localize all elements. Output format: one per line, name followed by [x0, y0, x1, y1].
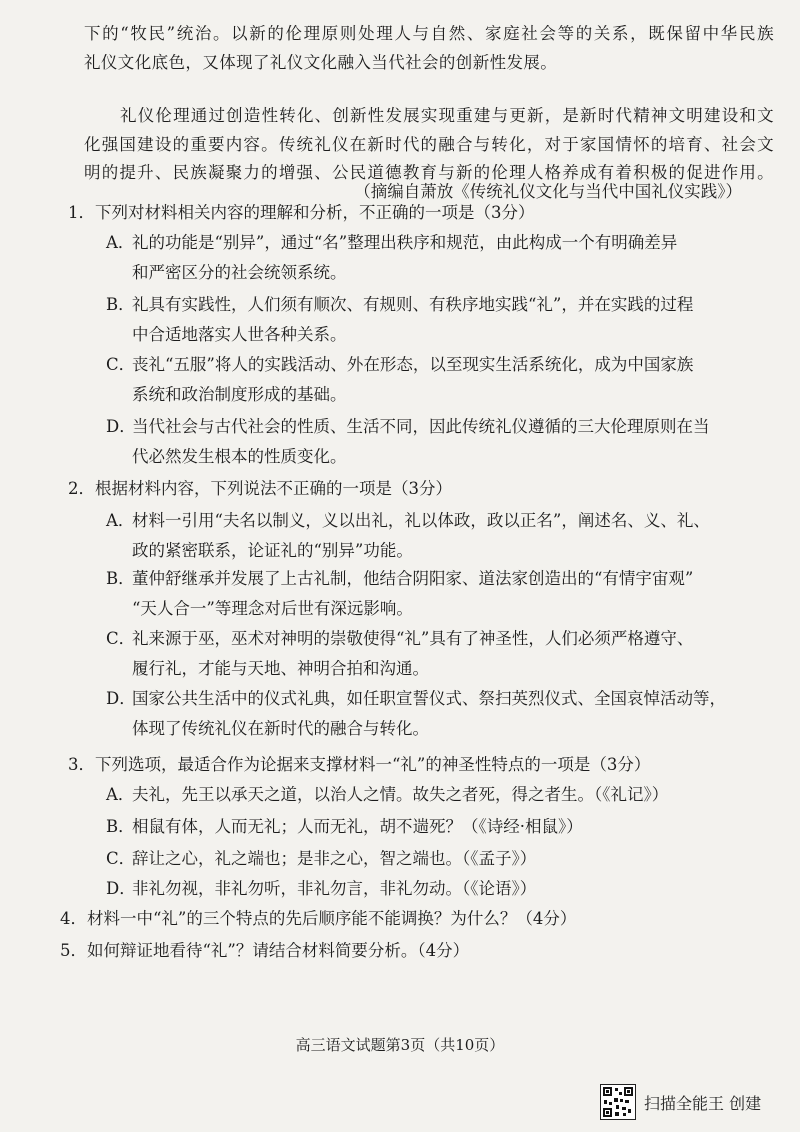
passage-source: （摘编自萧放《传统礼仪文化与当代中国礼仪实践》） [354, 182, 742, 201]
question-4-stem: 4．材料一中“礼”的三个特点的先后顺序能不能调换？为什么？（4分） [60, 909, 577, 928]
question-2-option-b [106, 564, 736, 624]
question-1-option-d [106, 412, 736, 472]
qr-code-icon [600, 1084, 636, 1120]
scanner-label: 扫描全能王 创建 [644, 1093, 762, 1113]
question-2-option-d [106, 684, 736, 744]
option-text: 礼具有实践性，人们须有顺次、有规则、有秩序地实践“礼”，并在实践的过程 [132, 295, 694, 314]
question-3-option-d [106, 874, 736, 904]
passage-paragraph-2 [84, 102, 774, 188]
option-text: 国家公共生活中的仪式礼典，如任职宣誓仪式、祭扫英烈仪式、全国哀悼活动等， [132, 689, 726, 708]
question-2-option-c [106, 624, 736, 684]
option-text: 夫礼，先王以承天之道，以治人之情。故失之者死，得之者生。（《礼记》） [132, 785, 669, 804]
option-letter: C． [106, 629, 136, 648]
option-text: 辞让之心，礼之端也；是非之心，智之端也。（《孟子》） [132, 849, 537, 868]
option-text: 代必然发生根本的性质变化。 [132, 447, 347, 466]
option-text: 丧礼“五服”将人的实践活动、外在形态，以至现实生活系统化，成为中国家族 [132, 355, 694, 374]
question-3-option-a [106, 780, 736, 810]
option-letter: B． [106, 569, 135, 588]
option-letter: D． [106, 417, 136, 436]
option-text: “天人合一”等理念对后世有深远影响。 [132, 599, 413, 618]
option-text: 履行礼，才能与天地、神明合拍和沟通。 [132, 659, 429, 678]
option-text: 礼来源于巫，巫术对神明的崇敬使得“礼”具有了神圣性，人们必须严格遵守、 [132, 629, 694, 648]
passage-line: 礼仪伦理通过创造性转化、创新性发展实现重建与更新，是新时代精神文明建设和文 [120, 106, 774, 125]
passage-line: 礼仪文化底色，又体现了礼仪文化融入当代社会的创新性发展。 [84, 52, 558, 72]
question-3-option-c [106, 844, 736, 874]
option-text: 非礼勿视，非礼勿听，非礼勿言，非礼勿动。（《论语》） [132, 879, 537, 898]
option-letter: B． [106, 295, 135, 314]
option-letter: A． [106, 233, 135, 252]
option-letter: D． [106, 689, 136, 708]
question-1-option-c [106, 350, 736, 410]
option-text: 政的紧密联系，论证礼的“别异”功能。 [132, 541, 413, 560]
option-letter: C． [106, 849, 136, 868]
scanner-watermark [600, 1084, 790, 1120]
question-1-option-b [106, 290, 736, 350]
question-2-stem: 2．根据材料内容，下列说法不正确的一项是（3分） [68, 479, 452, 498]
question-1-stem: 1．下列对材料相关内容的理解和分析，不正确的一项是（3分） [68, 203, 535, 222]
passage-paragraph-1 [84, 20, 774, 77]
passage-line: 下的“牧民”统治。以新的伦理原则处理人与自然、家庭社会等的关系，既保留中华民族 [84, 24, 774, 43]
option-letter: C． [106, 355, 136, 374]
passage-line: 明的提升、民族凝聚力的增强、公民道德教育与新的伦理人格养成有着积极的促进作用。 [84, 163, 774, 182]
option-text: 中合适地落实人世各种关系。 [132, 325, 347, 344]
option-text: 和严密区分的社会统领系统。 [132, 263, 347, 282]
option-letter: B． [106, 817, 135, 836]
option-text: 体现了传统礼仪在新时代的融合与转化。 [132, 719, 429, 738]
question-3-stem: 3．下列选项，最适合作为论据来支撑材料一“礼”的神圣性特点的一项是（3分） [68, 755, 651, 774]
option-letter: D． [106, 879, 136, 898]
option-text: 相鼠有体，人而无礼；人而无礼，胡不遄死？（《诗经·相鼠》） [132, 817, 583, 836]
question-3-option-b [106, 812, 736, 842]
option-letter: A． [106, 511, 135, 530]
passage-line: 化强国建设的重要内容。传统礼仪在新时代的融合与转化，对于家国情怀的培育、社会文 [84, 134, 774, 154]
page-footer: 高三语文试题第3页（共10页） [295, 1036, 505, 1054]
question-1-option-a [106, 228, 736, 288]
option-text: 礼的功能是“别异”，通过“名”整理出秩序和规范，由此构成一个有明确差异 [132, 233, 678, 252]
question-5-stem: 5．如何辩证地看待“礼”？请结合材料简要分析。（4分） [60, 941, 470, 960]
option-text: 董仲舒继承并发展了上古礼制，他结合阴阳家、道法家创造出的“有情宇宙观” [132, 569, 694, 588]
question-2-option-a [106, 506, 736, 566]
option-text: 材料一引用“夫名以制义，义以出礼，礼以体政，政以正名”，阐述名、义、礼、 [132, 511, 710, 530]
option-text: 系统和政治制度形成的基础。 [132, 385, 347, 404]
option-text: 当代社会与古代社会的性质、生活不同，因此传统礼仪遵循的三大伦理原则在当 [132, 417, 710, 436]
option-letter: A． [106, 785, 135, 804]
